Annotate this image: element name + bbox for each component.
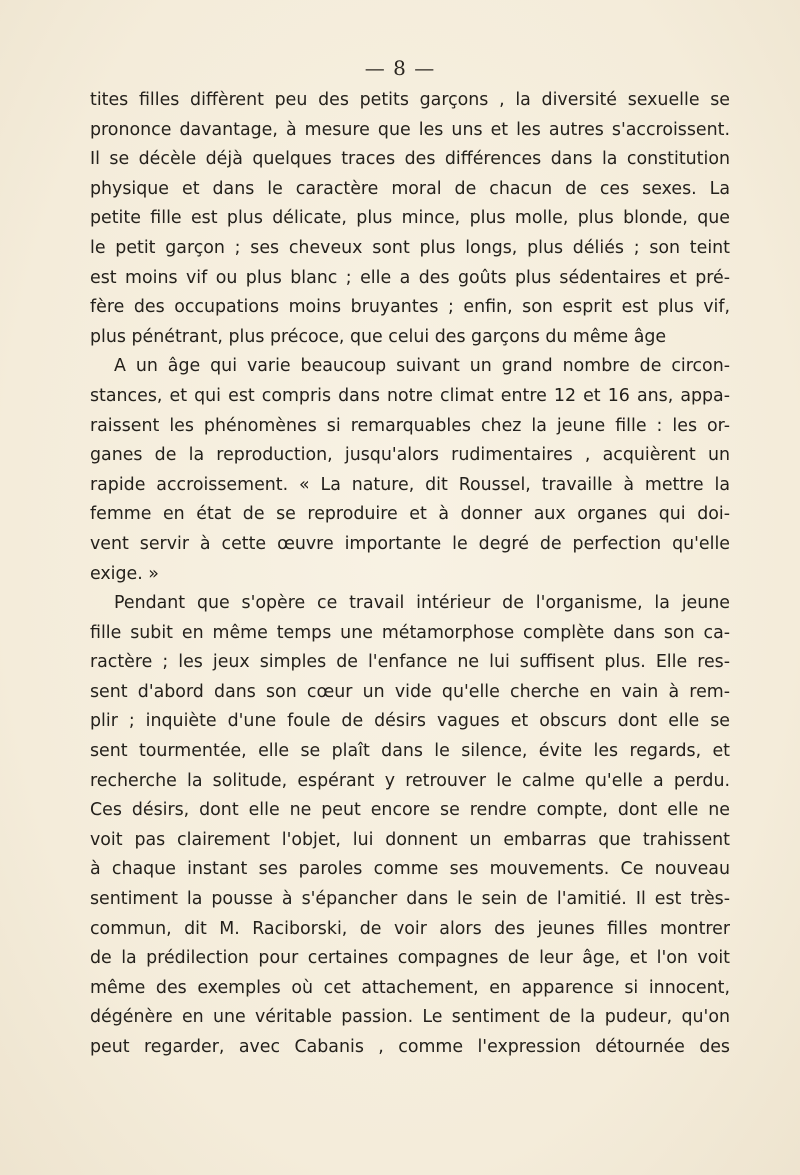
text-line: tites filles diffèrent peu des petits garçons , la diversité sexuelle se — [90, 90, 730, 110]
text-line: Pendant que s'opère ce travail intérieur de l'organisme, la jeune — [114, 593, 730, 614]
text-line: Il se décèle déjà quelques traces des différences dans la constitution — [90, 149, 730, 170]
text-line: le petit garçon ; ses cheveux sont plus longs, plus déliés ; son teint — [90, 237, 730, 258]
text-line: commun, dit M. Raciborski, de voir alors des jeunes filles montrer — [90, 918, 730, 939]
text-line: fille subit en même temps une métamorphose complète dans son ca- — [90, 622, 730, 643]
text-line: ganes de la reproduction, jusqu'alors rudimentaires , acquièrent un — [90, 445, 730, 466]
text-line: prononce davantage, à mesure que les uns et les autres s'accroissent. — [90, 119, 730, 140]
text-line: vent servir à cette œuvre importante le degré de perfection qu'elle — [90, 533, 730, 554]
body-text — [90, 86, 730, 1063]
text-line: raissent les phénomènes si remarquables chez la jeune fille : les or- — [90, 415, 730, 436]
text-line: dégénère en une véritable passion. Le sentiment de la pudeur, qu'on — [90, 1007, 730, 1028]
text-line: physique et dans le caractère moral de chacun de ces sexes. La — [90, 178, 730, 199]
text-line: rapide accroissement. « La nature, dit Roussel, travaille à mettre la — [90, 474, 730, 495]
text-line: plus pénétrant, plus précoce, que celui des garçons du même âge — [90, 326, 667, 347]
text-line: sentiment la pousse à s'épancher dans le sein de l'amitié. Il est très- — [90, 889, 730, 910]
text-line: fère des occupations moins bruyantes ; enfin, son esprit est plus vif, — [90, 297, 730, 318]
text-line: exige. » — [90, 563, 159, 584]
text-line: A un âge qui varie beaucoup suivant un grand nombre de circon- — [114, 356, 730, 377]
text-line: sent d'abord dans son cœur un vide qu'elle cherche en vain à rem- — [90, 681, 730, 702]
page-number: — 8 — — [364, 56, 436, 80]
text-line: voit pas clairement l'objet, lui donnent un embarras que trahissent — [90, 829, 730, 850]
text-line: même des exemples où cet attachement, en apparence si innocent, — [90, 977, 730, 998]
text-line: plir ; inquiète d'une foule de désirs vagues et obscurs dont elle se — [90, 711, 730, 732]
text-line: de la prédilection pour certaines compagnes de leur âge, et l'on voit — [90, 948, 730, 969]
text-line: ractère ; les jeux simples de l'enfance ne lui suffisent plus. Elle res- — [90, 652, 730, 673]
text-line: recherche la solitude, espérant y retrouver le calme qu'elle a perdu. — [90, 770, 730, 791]
text-line: Ces désirs, dont elle ne peut encore se rendre compte, dont elle ne — [90, 800, 730, 821]
text-line: petite fille est plus délicate, plus mince, plus molle, plus blonde, que — [90, 208, 730, 229]
text-line: peut regarder, avec Cabanis , comme l'expression détournée des — [90, 1037, 730, 1057]
text-line: femme en état de se reproduire et à donner aux organes qui doi- — [90, 504, 730, 525]
text-line: est moins vif ou plus blanc ; elle a des goûts plus sédentaires et pré- — [90, 267, 730, 288]
text-line: stances, et qui est compris dans notre climat entre 12 et 16 ans, appa- — [90, 385, 730, 406]
text-line: sent tourmentée, elle se plaît dans le silence, évite les regards, et — [90, 741, 730, 762]
text-line: à chaque instant ses paroles comme ses mouvements. Ce nouveau — [90, 859, 730, 880]
